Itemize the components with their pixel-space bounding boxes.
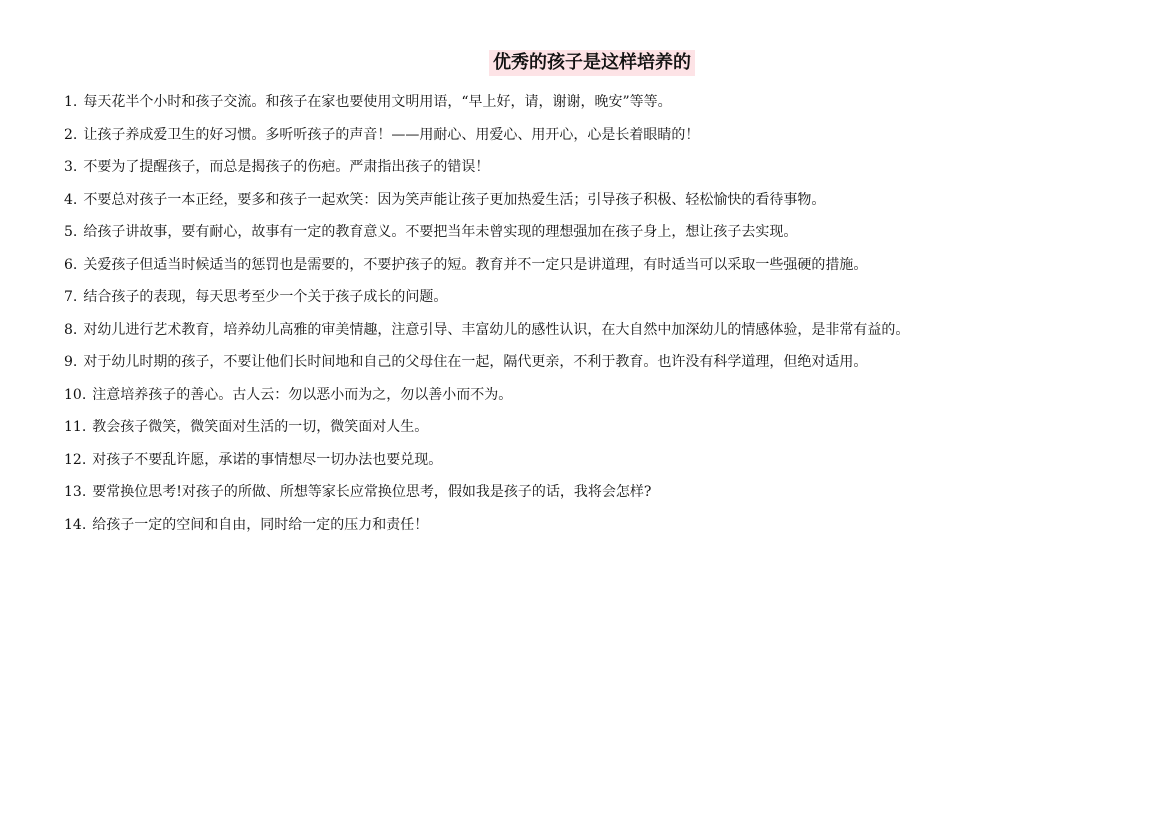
item-text: 注意培养孩子的善心。古人云：勿以恶小而为之，勿以善小而不为。 bbox=[92, 386, 513, 403]
item-text: 给孩子一定的空间和自由，同时给一定的压力和责任！ bbox=[92, 516, 429, 533]
item-number: 7. bbox=[64, 289, 78, 305]
list-item bbox=[64, 281, 1154, 314]
item-text: 要常换位思考!对孩子的所做、所想等家长应常换位思考，假如我是孩子的话，我将会怎样? bbox=[92, 484, 652, 500]
item-text: 对于幼儿时期的孩子，不要让他们长时间地和自己的父母住在一起，隔代更亲，不利于教育。也许没有科学道理，但绝对适用。 bbox=[83, 354, 868, 370]
list-item bbox=[64, 444, 1154, 477]
item-number: 12. bbox=[64, 451, 87, 468]
item-number: 1. bbox=[64, 94, 78, 110]
title-container bbox=[0, 50, 1170, 76]
document-title: 优秀的孩子是这样培养的 bbox=[489, 50, 695, 76]
list-item bbox=[64, 184, 1154, 217]
item-number: 5. bbox=[64, 224, 78, 240]
item-number: 8. bbox=[64, 321, 78, 338]
list-item bbox=[64, 249, 1154, 282]
item-text: 不要总对孩子一本正经，要多和孩子一起欢笑：因为笑声能让孩子更加热爱生活；引导孩子积极、轻松愉快的看待事物。 bbox=[83, 191, 826, 208]
list-item bbox=[64, 314, 1154, 347]
list-item bbox=[64, 346, 1154, 379]
list-item bbox=[64, 379, 1154, 412]
item-text: 不要为了提醒孩子，而总是揭孩子的伤疤。严肃指出孩子的错误！ bbox=[83, 159, 490, 175]
item-text: 让孩子养成爱卫生的好习惯。多听听孩子的声音！——用耐心、用爱心、用开心，心是长着眼睛的！ bbox=[83, 126, 700, 143]
item-text: 每天花半个小时和孩子交流。和孩子在家也要使用文明用语，“早上好，请，谢谢，晚安”等等。 bbox=[83, 94, 672, 110]
item-number: 4. bbox=[64, 191, 78, 208]
list-item bbox=[64, 86, 1154, 119]
list-item bbox=[64, 476, 1154, 509]
item-number: 11. bbox=[64, 419, 87, 435]
item-text: 对孩子不要乱许愿，承诺的事情想尽一切办法也要兑现。 bbox=[92, 451, 443, 468]
item-text: 教会孩子微笑，微笑面对生活的一切，微笑面对人生。 bbox=[92, 419, 429, 435]
item-number: 13. bbox=[64, 484, 87, 500]
item-number: 2. bbox=[64, 126, 78, 143]
item-text: 结合孩子的表现，每天思考至少一个关于孩子成长的问题。 bbox=[83, 289, 448, 305]
item-text: 给孩子讲故事，要有耐心，故事有一定的教育意义。不要把当年未曾实现的理想强加在孩子身上，想让孩子去实现。 bbox=[83, 224, 798, 240]
list-item bbox=[64, 119, 1154, 152]
item-text: 关爱孩子但适当时候适当的惩罚也是需要的，不要护孩子的短。教育并不一定只是讲道理，有时适当可以采取一些强硬的措施。 bbox=[83, 256, 868, 273]
list-item bbox=[64, 411, 1154, 444]
list-item bbox=[64, 151, 1154, 184]
list-item bbox=[64, 509, 1154, 542]
item-number: 9. bbox=[64, 354, 78, 370]
item-text: 对幼儿进行艺术教育，培养幼儿高雅的审美情趣，注意引导、丰富幼儿的感性认识，在大自然中加深幼儿的情感体验，是非常有益的。 bbox=[83, 321, 910, 338]
tips-list bbox=[64, 86, 1154, 541]
list-item bbox=[64, 216, 1154, 249]
item-number: 14. bbox=[64, 516, 87, 533]
item-number: 3. bbox=[64, 159, 78, 175]
item-number: 6. bbox=[64, 256, 78, 273]
item-number: 10. bbox=[64, 386, 87, 403]
